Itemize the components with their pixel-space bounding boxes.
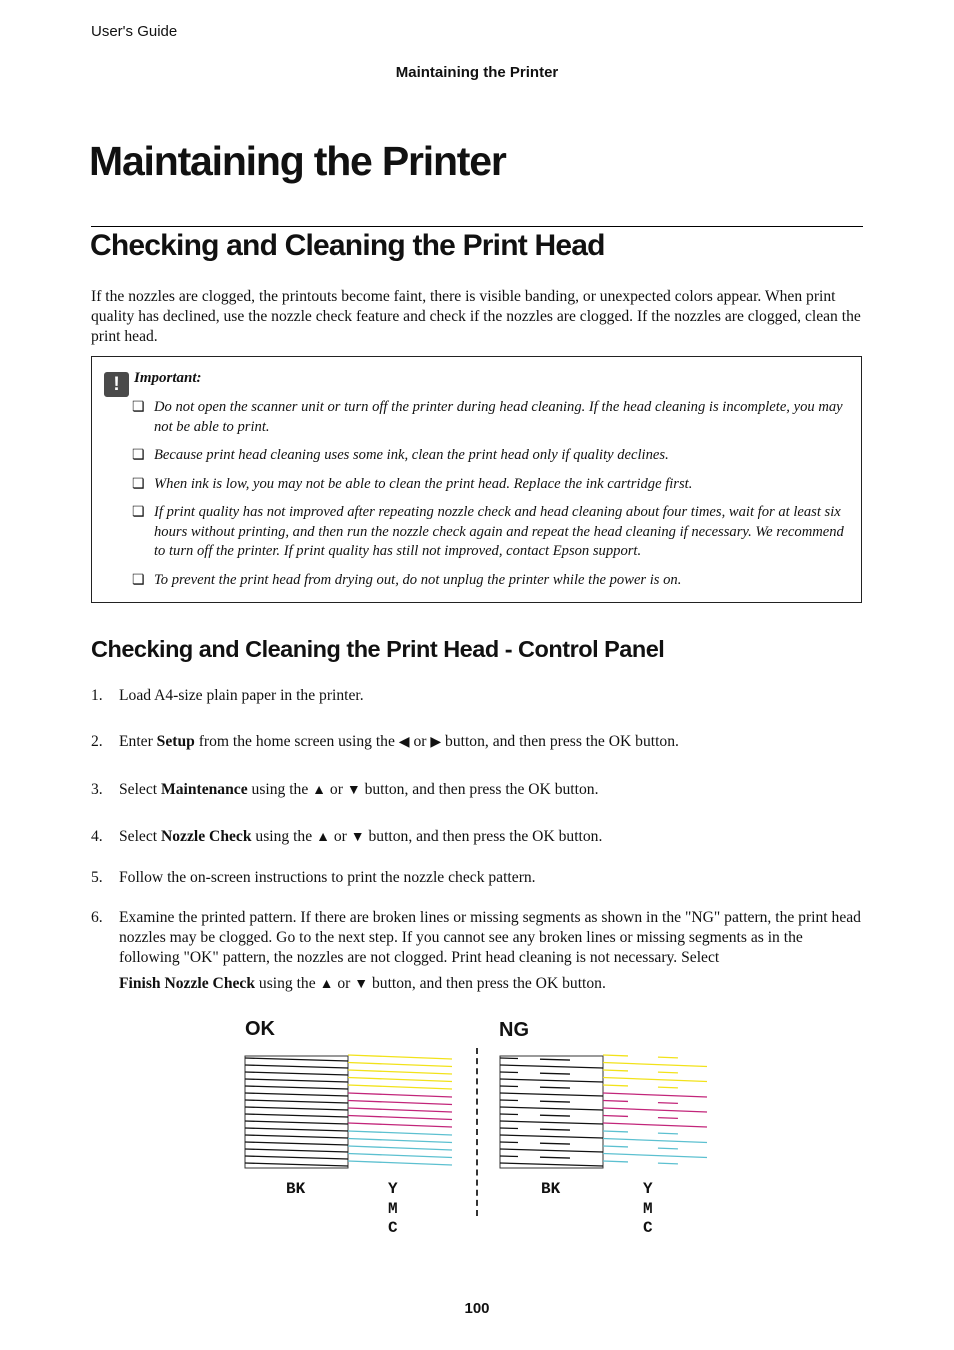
right-arrow-icon: ▶ xyxy=(430,735,442,750)
ok-bk-caption: BK xyxy=(286,1180,306,1198)
checkbox-bullet-icon: ❏ xyxy=(132,477,145,492)
bk-nozzle-line xyxy=(500,1093,603,1096)
section-header: Maintaining the Printer xyxy=(395,64,559,81)
c-nozzle-line xyxy=(603,1131,707,1135)
bk-nozzle-line xyxy=(245,1086,348,1089)
up-arrow-icon: ▲ xyxy=(312,783,327,798)
bk-nozzle-line xyxy=(245,1100,348,1103)
important-item: ❏ Because print head cleaning uses some ink, clean the print head only if quality declines. xyxy=(132,446,852,466)
bk-nozzle-line xyxy=(245,1065,348,1068)
step-item: 5. Follow the on-screen instructions to print the nozzle check pattern. xyxy=(91,869,536,886)
subsection-heading: Checking and Cleaning the Print Head - Control Panel xyxy=(91,636,665,662)
page-number: 100 xyxy=(464,1300,490,1317)
down-arrow-icon: ▼ xyxy=(350,830,365,845)
bk-nozzle-line xyxy=(500,1114,603,1117)
bk-nozzle-line xyxy=(245,1107,348,1110)
step-item: 4. Select Nozzle Check using the ▲ or ▼ button, and then press the OK button. xyxy=(91,827,863,848)
bk-nozzle-line xyxy=(500,1135,603,1138)
important-item: ❏ Do not open the scanner unit or turn off the printer during head cleaning. If the head cleaning is incomplete, you may not be able to print. xyxy=(132,399,843,435)
checkbox-bullet-icon: ❏ xyxy=(132,573,145,588)
ok-nozzle-pattern xyxy=(240,1050,460,1175)
c-nozzle-line xyxy=(348,1139,452,1143)
bk-nozzle-line xyxy=(500,1121,603,1124)
m-nozzle-line xyxy=(348,1108,452,1112)
m-nozzle-line xyxy=(603,1123,707,1127)
m-nozzle-line xyxy=(348,1116,452,1120)
y-nozzle-line xyxy=(348,1070,452,1074)
bk-nozzle-line xyxy=(245,1156,348,1159)
checkbox-bullet-icon: ❏ xyxy=(132,448,145,463)
ok-ymc-caption: Y M C xyxy=(388,1180,398,1237)
ng-bk-caption: BK xyxy=(541,1180,561,1198)
c-nozzle-line xyxy=(603,1146,707,1150)
bk-nozzle-line xyxy=(500,1058,603,1061)
y-nozzle-line xyxy=(348,1063,452,1067)
page-title: Maintaining the Printer xyxy=(89,138,506,184)
y-nozzle-line xyxy=(348,1055,452,1059)
m-nozzle-line xyxy=(603,1116,707,1120)
y-nozzle-line xyxy=(603,1085,707,1089)
y-nozzle-line xyxy=(603,1078,707,1082)
down-arrow-icon: ▼ xyxy=(354,977,369,992)
step-item: 6. Examine the printed pattern. If there are broken lines or missing segments as shown in the "NG" pattern, the print head nozzles may be clogged. Go to the next step. If you cannot see any broken lines or missing segments as in the following "OK" pattern, the nozzles are not clogged. Print head cleaning is not necessary. Select Finish Nozzle Check using the ▲ or ▼ button, and then press the OK button. xyxy=(91,908,863,995)
m-nozzle-line xyxy=(603,1108,707,1112)
y-nozzle-line xyxy=(603,1070,707,1074)
up-arrow-icon: ▲ xyxy=(316,830,330,845)
menu-nozzle-check: Nozzle Check xyxy=(161,828,252,845)
c-nozzle-line xyxy=(603,1161,707,1165)
heading-rule xyxy=(91,226,863,227)
bk-nozzle-line xyxy=(500,1128,603,1131)
y-nozzle-line xyxy=(603,1063,707,1067)
important-item: ❏ When ink is low, you may not be able to clean the print head. Replace the ink cartridge first. xyxy=(132,475,852,495)
menu-setup: Setup xyxy=(156,733,195,750)
m-nozzle-line xyxy=(603,1101,707,1105)
bk-nozzle-line xyxy=(245,1093,348,1096)
intro-paragraph: If the nozzles are clogged, the printouts become faint, there is visible banding, or unexpected colors appear. When print quality has declined, use the nozzle check feature and check if the nozzles are clogged. If the nozzles are clogged, clean the print head. xyxy=(91,288,861,345)
bk-nozzle-line xyxy=(500,1107,603,1110)
bk-nozzle-line xyxy=(245,1121,348,1124)
left-arrow-icon: ◀ xyxy=(398,735,410,750)
down-arrow-icon: ▼ xyxy=(346,783,361,798)
important-item: ❏ To prevent the print head from drying out, do not unplug the printer while the power is on. xyxy=(132,571,852,591)
bk-nozzle-line xyxy=(500,1100,603,1103)
bk-nozzle-line xyxy=(245,1135,348,1138)
c-nozzle-line xyxy=(348,1131,452,1135)
bk-nozzle-line xyxy=(245,1058,348,1061)
bk-nozzle-line xyxy=(245,1072,348,1075)
bk-nozzle-line xyxy=(500,1149,603,1152)
y-nozzle-line xyxy=(603,1055,707,1059)
step-item: 1. Load A4-size plain paper in the printer. xyxy=(91,687,364,704)
m-nozzle-line xyxy=(348,1093,452,1097)
figure-divider xyxy=(476,1048,478,1216)
m-nozzle-line xyxy=(603,1093,707,1097)
ok-pattern-label: OK xyxy=(245,1018,275,1040)
c-nozzle-line xyxy=(348,1146,452,1150)
menu-maintenance: Maintenance xyxy=(161,781,248,798)
ng-ymc-caption: Y M C xyxy=(643,1180,653,1237)
important-item: ❏ If print quality has not improved after repeating nozzle check and head cleaning about four times, wait for at least six hours without printing, and then run the nozzle check again and repeat the head cleaning if necessary. We recommend to turn off the printer. If print quality has still not improved, contact Epson support. xyxy=(132,504,844,559)
checkbox-bullet-icon: ❏ xyxy=(132,505,145,520)
menu-finish-nozzle-check: Finish Nozzle Check xyxy=(119,975,256,992)
up-arrow-icon: ▲ xyxy=(319,977,334,992)
bk-nozzle-line xyxy=(500,1142,603,1145)
section-heading: Checking and Cleaning the Print Head xyxy=(90,229,605,262)
c-nozzle-line xyxy=(603,1154,707,1158)
bk-nozzle-line xyxy=(245,1163,348,1166)
running-head: User's Guide xyxy=(91,23,178,40)
bk-nozzle-line xyxy=(500,1072,603,1075)
c-nozzle-line xyxy=(603,1139,707,1143)
m-nozzle-line xyxy=(348,1123,452,1127)
bk-nozzle-line xyxy=(245,1114,348,1117)
ng-nozzle-pattern xyxy=(495,1050,715,1175)
step-item: 2. Enter Setup from the home screen using the ◀ or ▶ button, and then press the OK button. xyxy=(91,732,863,753)
important-title: Important: xyxy=(134,370,202,386)
bk-nozzle-line xyxy=(500,1086,603,1089)
c-nozzle-line xyxy=(348,1154,452,1158)
bk-nozzle-line xyxy=(500,1163,603,1166)
bk-nozzle-line xyxy=(245,1079,348,1082)
y-nozzle-line xyxy=(348,1078,452,1082)
ng-pattern-label: NG xyxy=(499,1019,529,1041)
y-nozzle-line xyxy=(348,1085,452,1089)
bk-nozzle-line xyxy=(500,1156,603,1159)
bk-nozzle-line xyxy=(500,1065,603,1068)
bk-nozzle-line xyxy=(245,1142,348,1145)
bk-nozzle-line xyxy=(245,1128,348,1131)
m-nozzle-line xyxy=(348,1101,452,1105)
step-item: 3. Select Maintenance using the ▲ or ▼ button, and then press the OK button. xyxy=(91,780,863,801)
bk-nozzle-line xyxy=(245,1149,348,1152)
bk-nozzle-line xyxy=(500,1079,603,1082)
c-nozzle-line xyxy=(348,1161,452,1165)
exclamation-icon: ! xyxy=(104,372,129,397)
checkbox-bullet-icon: ❏ xyxy=(132,400,145,415)
